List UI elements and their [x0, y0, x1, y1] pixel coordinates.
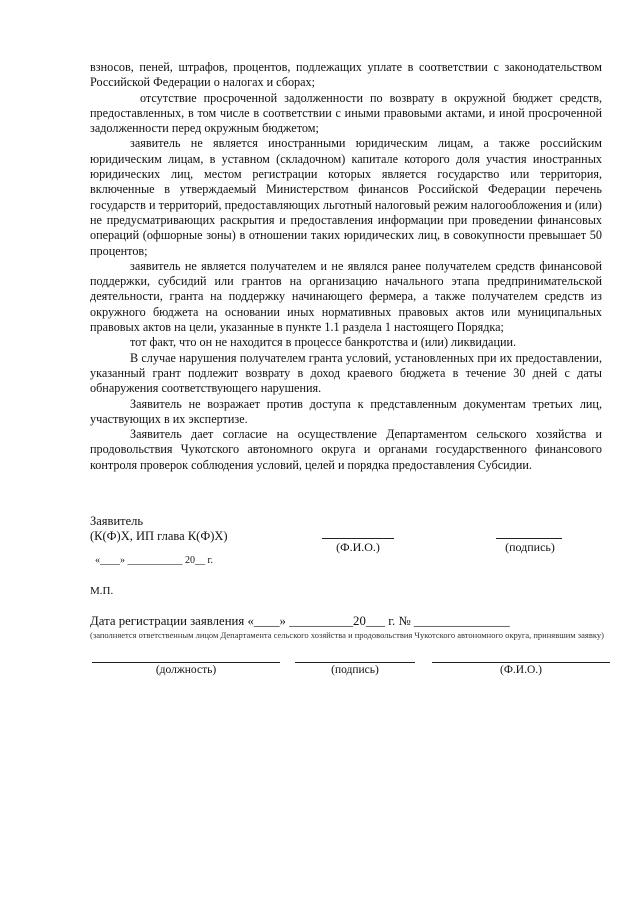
signature-line	[496, 538, 562, 539]
paragraph-4: заявитель не является получателем и не являлся ранее получателем средств финансовой поддержки, субсидий или грантов на организацию начального этапа предпринимательской деятельности, гранта на поддержку начинающего фермера, а также получателем средств из окружного бюджета на основании иных нормативных правовых актов или муниципальных правовых актов на цели, указанные в пункте 1.1 раздела 1 настоящего Порядка;	[90, 258, 602, 335]
fio-caption: (Ф.И.О.)	[336, 540, 380, 554]
date-line: «____» ___________ 20__ г.	[95, 555, 213, 566]
paragraph-1: взносов, пеней, штрафов, процентов, подлежащих уплате в соответствии с законодательством Российской Федерации о налогах и сборах;	[90, 60, 602, 90]
paragraph-7: Заявитель не возражает против доступа к представленным документам третьих лиц, участвующих в их экспертизе.	[90, 396, 602, 426]
paragraph-2: отсутствие просроченной задолженности по возврату в окружной бюджет средств, предоставленных, в том числе в соответствии с иными правовыми актами, и иной просроченной задолженности перед окружным бюджетом;	[90, 90, 602, 136]
paragraph-8: Заявитель дает согласие на осуществление Департаментом сельского хозяйства и продовольствия Чукотского автономного округа и органами государственного финансового контроля проверок соблюдения условий, целей и порядка предоставления Субсидии.	[90, 427, 602, 472]
fio-line	[322, 538, 394, 539]
reg-signature-caption: (подпись)	[331, 664, 379, 676]
position-caption: (должность)	[155, 664, 217, 676]
applicant-label: Заявитель	[90, 514, 144, 528]
registration-line: Дата регистрации заявления «____» __________20___ г. № _______________	[90, 614, 510, 628]
document-body	[90, 60, 602, 473]
registration-note: (заполняется ответственным лицом Департамента сельского хозяйства и продовольствия Чукотского автономного округа, принявшим заявку)	[90, 630, 604, 640]
reg-fio-line	[432, 662, 610, 663]
applicant-type: (К(Ф)Х, ИП глава К(Ф)Х)	[90, 529, 228, 543]
reg-signature-line	[295, 662, 415, 663]
stamp-placeholder: М.П.	[90, 585, 114, 597]
paragraph-3: заявитель не является иностранными юридическим лицам, а также российским юридическим лицам, в уставном (складочном) капитале которого доля участия иностранных юридических лиц, местом регистрации которых является государство или территория, включенные в утверждаемый Министерством финансов Российской Федерации перечень государств и территорий, предоставляющих льготный налоговый режим налогообложения и (или) не предусматривающих раскрытия и предоставления информации при проведении финансовых операций (офшорные зоны) в отношении таких юридических лиц, в совокупности превышает 50 процентов;	[90, 136, 602, 258]
paragraph-6: В случае нарушения получателем гранта условий, установленных при их предоставлении, указанный грант подлежит возврату в доход краевого бюджета в течение 30 дней с даты обнаружения соответствующего нарушения.	[90, 350, 602, 396]
reg-fio-caption: (Ф.И.О.)	[500, 664, 542, 676]
position-line	[92, 662, 280, 663]
signature-caption: (подпись)	[505, 540, 555, 554]
paragraph-5: тот факт, что он не находится в процессе банкротства и (или) ликвидации.	[130, 335, 517, 350]
